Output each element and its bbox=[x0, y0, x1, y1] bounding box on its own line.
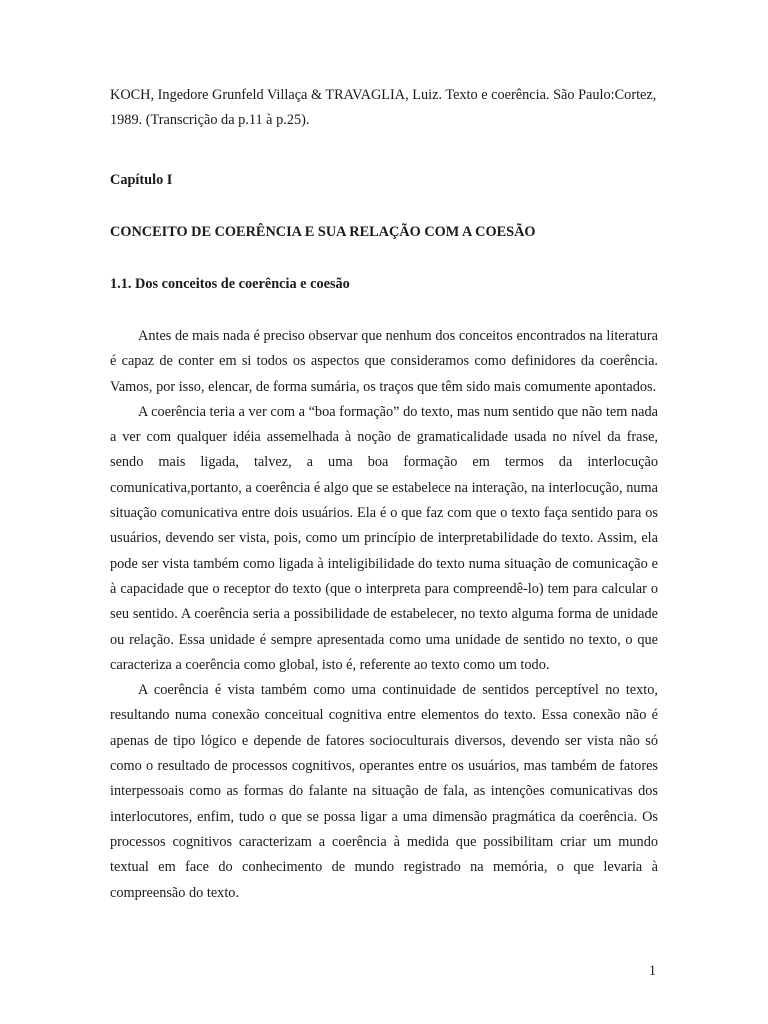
body-text bbox=[110, 324, 658, 906]
paragraph: Antes de mais nada é preciso observar que nenhum dos conceitos encontrados na literatura é capaz de conter em si todos os aspectos que consideramos como definidores da coerência. Vamos, por isso, elencar, de forma sumária, os traços que têm sido mais comumente apontados. bbox=[110, 328, 658, 395]
document-page bbox=[110, 83, 658, 906]
page-number: 1 bbox=[648, 963, 656, 979]
bibliographic-reference: KOCH, Ingedore Grunfeld Villaça & TRAVAGLIA, Luiz. Texto e coerência. São Paulo:Cortez, 1989. (Transcrição da p.11 à p.25). bbox=[110, 87, 657, 128]
chapter-heading: Capítulo I bbox=[110, 172, 173, 188]
paragraph: A coerência é vista também como uma continuidade de sentidos perceptível no texto, resultando numa conexão conceitual cognitiva entre elementos do texto. Essa conexão não é apenas de tipo lógico e depende de fatores socioculturais diversos, devendo ser vista não só como o resultado de processos cognitivos, operantes entre os usuários, mas também de fatores interpessoais como as formas do falante na situação de fala, as intenções comunicativas dos interlocutores, enfim, tudo o que se possa ligar a uma dimensão pragmática da coerência. Os processos cognitivos caracterizam a coerência à medida que possibilitam criar um mundo textual em face do conhecimento de mundo registrado na memória, o que levaria à compreensão do texto. bbox=[110, 682, 658, 901]
paragraph: A coerência teria a ver com a “boa formação” do texto, mas num sentido que não tem nada a ver com qualquer idéia assemelhada à noção de gramaticalidade usada no nível da frase, sendo mais ligada, talvez, a uma boa formação em termos da interlocução comunicativa,portanto, a coerência é algo que se estabelece na interação, na interlocução, numa situação comunicativa entre dois usuários. Ela é o que faz com que o texto faça sentido para os usuários, devendo ser vista, pois, como um princípio de interpretabilidade do texto. Assim, ela pode ser vista também como ligada à inteligibilidade do texto numa situação de comunicação e à capacidade que o receptor do texto (que o interpreta para compreendê-lo) tem para calcular o seu sentido. A coerência seria a possibilidade de estabelecer, no texto alguma forma de unidade ou relação. Essa unidade é sempre apresentada como uma unidade de sentido no texto, o que caracteriza a coerência como global, isto é, referente ao texto como um todo. bbox=[110, 403, 658, 673]
section-heading: 1.1. Dos conceitos de coerência e coesão bbox=[110, 276, 350, 292]
chapter-title: CONCEITO DE COERÊNCIA E SUA RELAÇÃO COM A COESÃO bbox=[110, 224, 536, 240]
